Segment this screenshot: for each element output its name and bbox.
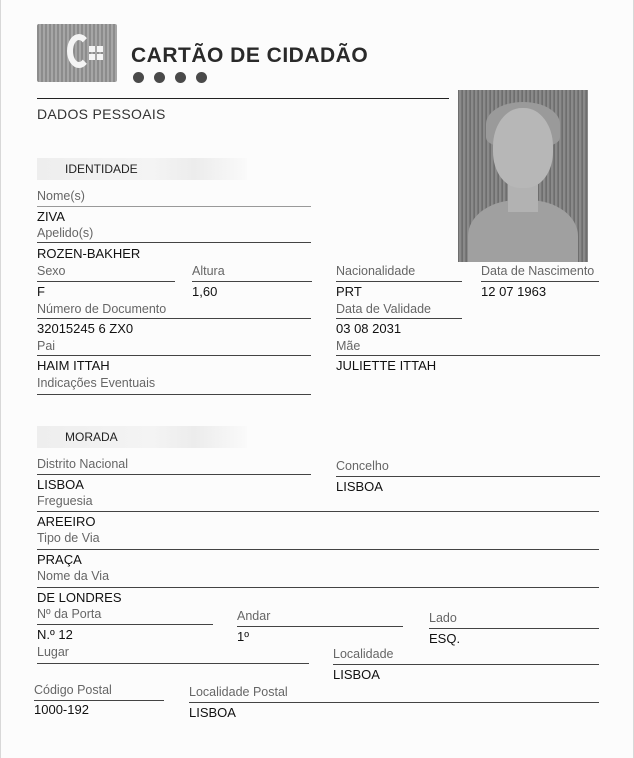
height-rule: [192, 281, 312, 282]
surname-value: ROZEN-BAKHER: [37, 246, 141, 261]
expiry-date-label: Data de Validade: [336, 302, 431, 316]
notes-rule: [37, 394, 311, 395]
postal-locality-label: Localidade Postal: [189, 685, 288, 699]
street-name-value: DE LONDRES: [37, 590, 122, 605]
locality-rule: [333, 664, 599, 665]
floor-rule: [237, 626, 403, 627]
document-number-value: 32015245 6 ZX0: [37, 321, 134, 336]
sex-label: Sexo: [37, 264, 66, 278]
given-names-label-rule: [37, 206, 311, 207]
header-divider: [37, 98, 449, 99]
parish-label: Freguesia: [37, 494, 93, 508]
place-rule: [37, 663, 309, 664]
district-rule: [37, 474, 311, 475]
birth-date-rule: [481, 281, 599, 282]
district-value: LISBOA: [37, 477, 84, 492]
mother-rule: [336, 355, 600, 356]
title-dots: [133, 72, 207, 83]
notes-label: Indicações Eventuais: [37, 376, 156, 390]
side-value: ESQ.: [429, 631, 461, 646]
postal-code-value: 1000-192: [34, 702, 89, 717]
address-band: MORADA: [37, 426, 247, 448]
surname-rule: [37, 242, 311, 243]
height-label: Altura: [192, 264, 225, 278]
door-label: Nº da Porta: [37, 607, 102, 621]
street-name-rule: [37, 587, 599, 588]
expiry-date-rule: [336, 318, 462, 319]
parish-value: AREEIRO: [37, 514, 96, 529]
district-label: Distrito Nacional: [37, 457, 129, 471]
identity-band: IDENTIDADE: [37, 158, 247, 180]
given-names-label: Nome(s): [37, 189, 85, 203]
side-label: Lado: [429, 611, 457, 625]
surname-label: Apelido(s): [37, 226, 94, 240]
document-number-label: Número de Documento: [37, 302, 167, 316]
sex-rule: [37, 281, 175, 282]
postal-locality-rule: [189, 702, 599, 703]
postal-locality-value: LISBOA: [189, 705, 236, 720]
nationality-label: Nacionalidade: [336, 264, 416, 278]
father-value: HAIM ITTAH: [37, 358, 110, 373]
street-name-label: Nome da Via: [37, 569, 110, 583]
father-rule: [37, 355, 311, 356]
card-title: CARTÃO DE CIDADÃO: [131, 44, 369, 67]
postal-code-rule: [34, 700, 164, 701]
sex-value: F: [37, 284, 45, 299]
door-rule: [37, 624, 213, 625]
place-label: Lugar: [37, 645, 69, 659]
section-title: DADOS PESSOAIS: [37, 106, 166, 122]
locality-value: LISBOA: [333, 667, 380, 682]
nationality-rule: [336, 281, 462, 282]
floor-value: 1º: [237, 629, 249, 644]
nationality-value: PRT: [336, 284, 362, 299]
side-rule: [429, 628, 599, 629]
municipality-rule: [336, 476, 600, 477]
street-type-value: PRAÇA: [37, 552, 82, 567]
given-names-value: ZIVA: [37, 209, 65, 224]
municipality-value: LISBOA: [336, 479, 383, 494]
door-value: N.º 12: [37, 627, 73, 642]
birth-date-label: Data de Nascimento: [481, 264, 595, 278]
mother-value: JULIETTE ITTAH: [336, 358, 437, 373]
holder-photo: [458, 90, 588, 262]
birth-date-value: 12 07 1963: [481, 284, 547, 299]
document-number-rule: [37, 318, 311, 319]
parish-rule: [37, 511, 599, 512]
mother-label: Mãe: [336, 339, 361, 353]
citizen-card-logo: [37, 24, 117, 82]
height-value: 1,60: [192, 284, 218, 299]
street-type-label: Tipo de Via: [37, 531, 100, 545]
street-type-rule: [37, 549, 599, 550]
expiry-date-value: 03 08 2031: [336, 321, 402, 336]
father-label: Pai: [37, 339, 56, 353]
postal-code-label: Código Postal: [34, 683, 112, 697]
floor-label: Andar: [237, 609, 271, 623]
locality-label: Localidade: [333, 647, 394, 661]
municipality-label: Concelho: [336, 459, 389, 473]
